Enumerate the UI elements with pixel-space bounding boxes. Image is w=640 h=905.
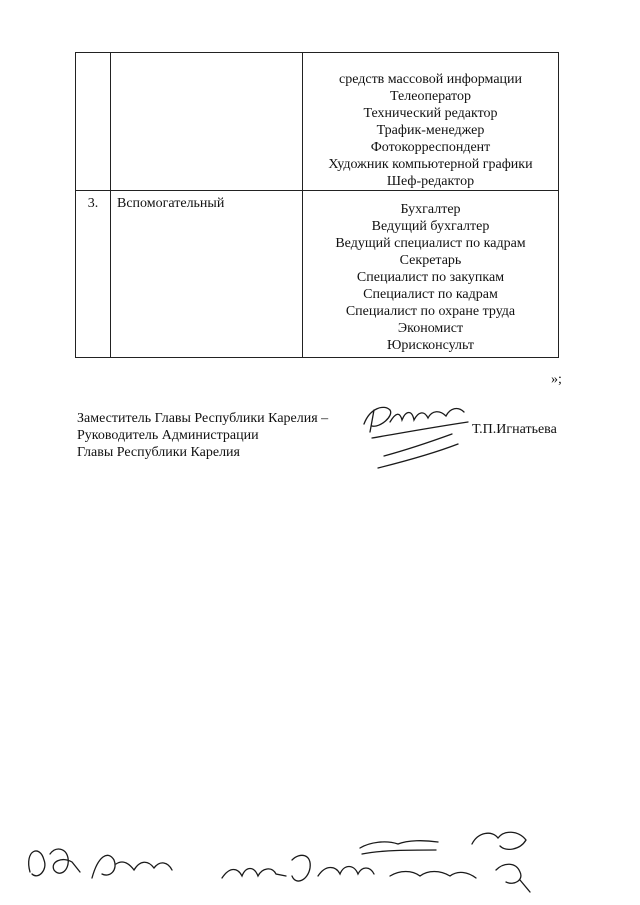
signatory-title-line: Главы Республики Карелия: [77, 445, 240, 460]
closing-quote-mark: »;: [551, 372, 562, 387]
position-item: Экономист: [397, 321, 464, 336]
position-item: Бухгалтер: [400, 202, 461, 217]
position-item: Ведущий специалист по кадрам: [335, 236, 526, 251]
positions-list: [303, 191, 558, 354]
position-item: Технический редактор: [363, 106, 498, 121]
row-number: 3.: [76, 191, 111, 358]
approval-initials: [10, 820, 600, 900]
position-item: Шеф-редактор: [386, 174, 475, 189]
position-item: Художник компьютерной графики: [328, 157, 533, 172]
category-name: [111, 53, 303, 191]
position-item: Фотокорреспондент: [370, 140, 491, 155]
position-item: Специалист по закупкам: [356, 270, 505, 285]
handwritten-signature: [350, 398, 475, 478]
category-name: Вспомогательный: [111, 191, 303, 358]
row-number: [76, 53, 111, 191]
position-item: Юрисконсульт: [386, 338, 475, 353]
signer-name: Т.П.Игнатьева: [472, 422, 557, 437]
position-item: Трафик-менеджер: [376, 123, 485, 138]
signatory-title-line: Руководитель Администрации: [77, 428, 259, 443]
position-item: Специалист по охране труда: [345, 304, 516, 319]
position-item: Телеоператор: [390, 89, 471, 104]
position-item: средств массовой информации: [338, 72, 523, 87]
position-item: Ведущий бухгалтер: [371, 219, 490, 234]
position-item: Специалист по кадрам: [363, 287, 498, 302]
positions-cell: [303, 53, 559, 191]
table-row: [76, 53, 559, 191]
signatory-title: [77, 410, 328, 461]
table-row: [76, 191, 559, 358]
positions-cell: [303, 191, 559, 358]
positions-table: [75, 52, 559, 358]
positions-list: [303, 53, 558, 190]
position-item: Секретарь: [399, 253, 462, 268]
signatory-title-line: Заместитель Главы Республики Карелия –: [77, 411, 329, 426]
